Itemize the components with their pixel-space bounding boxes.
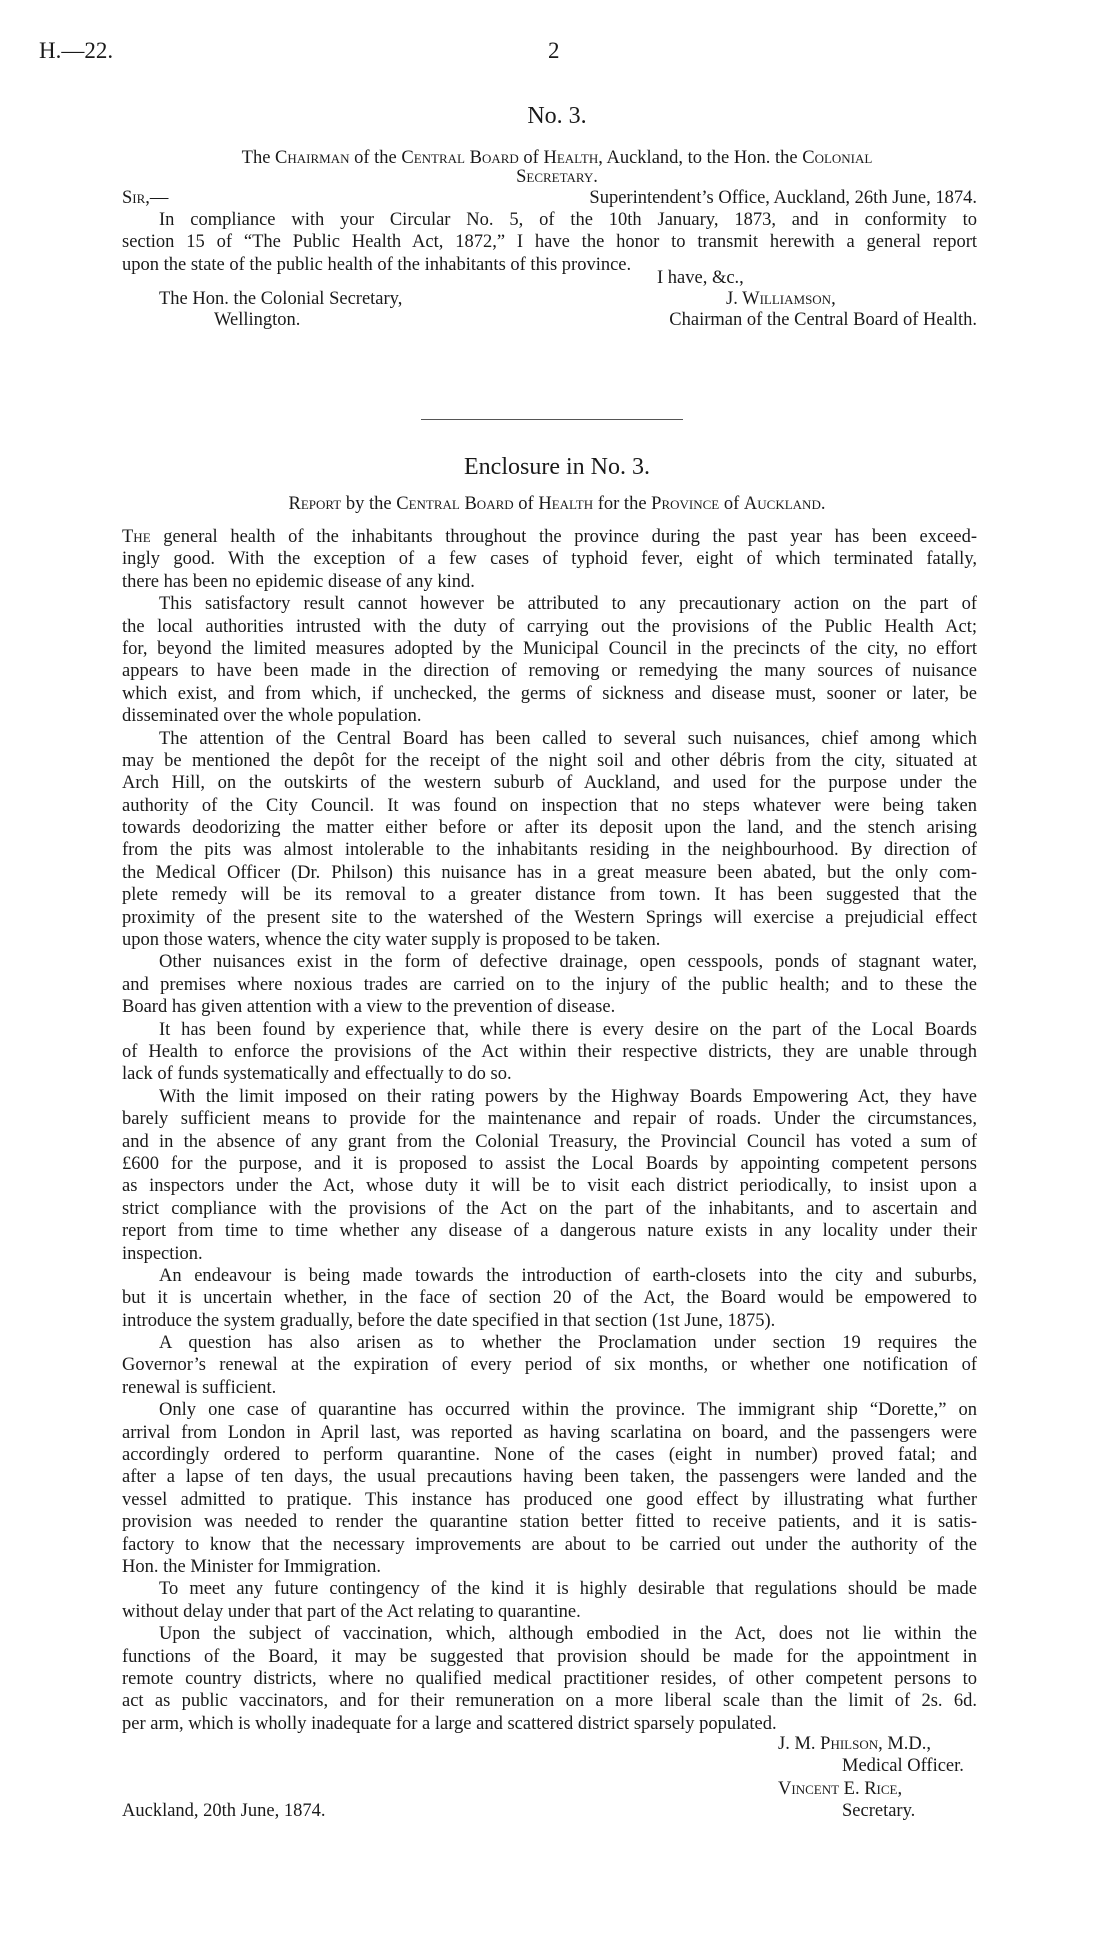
address-date: Superintendent’s Office, Auckland, 26th June, 1874. [589,188,977,208]
text-line: functions of the Board, it may be suggested that provision should be made for the appointment in [122,1646,977,1667]
text-line: towards deodorizing the matter either before or after its deposit upon the land, and the stench arising [122,818,977,839]
text-line: without delay under that part of the Act relating to quarantine. [122,1601,581,1622]
subtitle-text: Province [651,494,720,514]
salutation: Sir,— [122,188,169,208]
paragraph [122,1399,977,1578]
text-line: An endeavour is being made towards the introduction of earth-closets into the city and suburbs, [159,1265,977,1286]
recipient-line2: Wellington. [214,310,301,330]
subtitle-text: by the [341,494,397,514]
text-line: strict compliance with the provisions of the Act on the part of the inhabitants, and to ascertain and [122,1198,977,1219]
subtitle-text: Colonial [802,148,873,168]
text-line: In compliance with your Circular No. 5, of the 10th January, 1873, and in conformity to [159,210,977,230]
text-line: and in the absence of any grant from the Colonial Treasury, the Provincial Council has voted a sum of [122,1131,977,1152]
text-line: vessel admitted to pratique. This instance has produced one good effect by illustrating what further [122,1489,977,1510]
text-line: barely sufficient means to provide for the maintenance and repair of roads. Under the circumstances, [122,1109,977,1130]
subtitle-text: . [820,494,826,514]
subtitle-text: Report [288,494,342,514]
letter-subtitle [0,148,1114,169]
text-line: inspection. [122,1243,203,1264]
signature-2-name: Vincent E. Rice, [778,1779,903,1799]
text-line: £600 for the purpose, and it is proposed to assist the Local Boards by appointing competent persons [122,1153,977,1174]
text-line: Arch Hill, on the outskirts of the western suburb of Auckland, and used for the purpose under the [122,773,977,794]
place-date: Auckland, 20th June, 1874. [122,1801,326,1821]
paragraph [122,1623,977,1735]
subtitle-text: of [719,494,744,514]
text-line: per arm, which is wholly inadequate for a large and scattered district sparsely populated. [122,1713,777,1734]
text-line: arrival from London in April last, was reported as having scarlatina on board, and the passengers were [122,1422,977,1443]
letter-title: No. 3. [527,103,587,129]
signatory-title: Chairman of the Central Board of Health. [669,310,977,330]
subtitle-text: The [241,148,276,168]
subtitle-text: Central [401,148,465,168]
text-line: ingly good. With the exception of a few cases of typhoid fever, eight of which terminated fatally, [122,549,977,570]
subtitle-text: Health [543,148,599,168]
text-line: accordingly ordered to perform quarantine. None of the cases (eight in number) proved fatal; and [122,1445,977,1466]
signature-1-title: Medical Officer. [842,1756,964,1776]
paragraph [122,1332,977,1399]
text-line: may be mentioned the depôt for the receipt of the night soil and other débris from the city, situated at [122,750,977,771]
text-line: from the pits was almost intolerable to the inhabitants residing in the neighbourhood. By direction of [122,840,977,861]
subtitle-text: Board [469,148,519,168]
text-line: plete remedy will be its removal to a greater distance from town. It has been suggested that the [122,885,977,906]
paragraph [122,1019,977,1086]
text-line: upon the state of the public health of the inhabitants of this province. [122,254,632,275]
text-line: report from time to time whether any disease of a dangerous nature exists in any locality under their [122,1221,977,1242]
text-line: disseminated over the whole population. [122,706,422,727]
text-line: which exist, and from which, if unchecked, the germs of sickness and disease must, sooner or later, be [122,683,977,704]
text-line: act as public vaccinators, and for their remuneration on a more liberal scale than the limit of 2s. 6d. [122,1691,977,1712]
text-line: Other nuisances exist in the form of defective drainage, open cesspools, ponds of stagnant water, [159,952,977,973]
paragraph [122,1578,977,1623]
recipient-line1: The Hon. the Colonial Secretary, [159,289,403,309]
signature-1-name: J. M. Philson, M.D., [778,1734,932,1754]
text-line: To meet any future contingency of the kind it is highly desirable that regulations should be made [159,1579,977,1600]
text-line: remote country districts, where no qualified medical practitioner resides, of other competent persons to [122,1668,977,1689]
text-line: Only one case of quarantine has occurred within the province. The immigrant ship “Dorette,” on [159,1400,977,1421]
subtitle-text: of [513,494,539,514]
text-line: The attention of the Central Board has been called to several such nuisances, chief among which [159,728,977,749]
text-line: Governor’s renewal at the expiration of every period of six months, or whether one notification of [122,1355,977,1376]
subtitle-text: Central [396,494,460,514]
text-line: but it is uncertain whether, in the face of section 20 of the Act, the Board would be empowered to [122,1288,977,1309]
paragraph [122,1265,977,1332]
section-divider [421,419,683,420]
text-line: renewal is sufficient. [122,1377,277,1398]
subtitle-text: Board [464,494,514,514]
page-number: 2 [548,38,560,63]
text-line: introduce the system gradually, before the date specified in that section (1st June, 1875). [122,1310,776,1331]
subtitle-text: for the [593,494,652,514]
lead-word: The [122,527,151,547]
text-line: and premises where noxious trades are carried on to the injury of the public health; and to these the [122,974,977,995]
text-line: authority of the City Council. It was found on inspection that no steps whatever were being taken [122,795,977,816]
subtitle-text: Chairman [275,148,350,168]
text-line: as inspectors under the Act, whose duty it will be to visit each district periodically, to insist upon a [122,1176,977,1197]
report-body [122,526,977,1735]
text-line: A question has also arisen as to whether the Proclamation under section 19 requires the [159,1333,977,1354]
subtitle-text: Auckland [743,494,821,514]
paragraph [122,1086,977,1265]
text-line: lack of funds systematically and effectually to do so. [122,1064,512,1085]
paragraph [122,951,977,1018]
text-line: factory to know that the necessary improvements are about to be carried out under the authority of the [122,1534,977,1555]
line-text: general health of the inhabitants throughout the province during the past year has been exceed- [150,527,977,547]
subtitle-text: of [518,148,544,168]
text-line: appears to have been made in the direction of removing or remedying the many sources of nuisance [122,661,977,682]
text-line [122,526,977,548]
subtitle-text: of the [349,148,402,168]
text-line: section 15 of “The Public Health Act, 1872,” I have the honor to transmit herewith a general report [122,232,977,253]
letter-body [122,209,977,276]
text-line: for, beyond the limited measures adopted by the Municipal Council in the precincts of the city, no effort [122,638,977,659]
text-line: Hon. the Minister for Immigration. [122,1556,381,1577]
text-line: provision was needed to render the quarantine station better fitted to receive patients, and it is satis- [122,1512,977,1533]
text-line: Board has given attention with a view to the prevention of disease. [122,997,616,1018]
text-line: Upon the subject of vaccination, which, although embodied in the Act, does not lie within the [159,1624,977,1645]
text-line: after a lapse of ten days, the usual precautions having been taken, the passengers were landed and the [122,1467,977,1488]
paragraph [122,593,977,727]
text-line: proximity of the present site to the watershed of the Western Springs will exercise a prejudicial effect [122,907,977,928]
text-line: upon those waters, whence the city water supply is proposed to be taken. [122,930,661,951]
enclosure-title: Enclosure in No. 3. [464,454,650,480]
text-line: This satisfactory result cannot however be attributed to any precautionary action on the part of [159,594,977,615]
subtitle-text: Health [538,494,594,514]
letter-subtitle-line2: Secretary. [516,167,598,187]
text-line: the Medical Officer (Dr. Philson) this nuisance has in a great measure been abated, but the only com- [122,862,977,883]
enclosure-subtitle [0,494,1114,515]
signature-2-title: Secretary. [842,1801,916,1821]
text-line: of Health to enforce the provisions of the Act within their respective districts, they are unable through [122,1041,977,1062]
paragraph [122,728,977,952]
text-line: It has been found by experience that, while there is every desire on the part of the Local Boards [159,1019,977,1040]
closing: I have, &c., [657,268,744,288]
signatory-name: J. Williamson, [726,289,836,309]
document-reference: H.—22. [39,38,114,63]
text-line: the local authorities intrusted with the duty of carrying out the provisions of the Public Health Act; [122,616,977,637]
text-line: With the limit imposed on their rating powers by the Highway Boards Empowering Act, they have [159,1086,977,1107]
text-line: there has been no epidemic disease of any kind. [122,571,475,592]
paragraph [122,526,977,593]
subtitle-text: , Auckland, to the Hon. the [598,148,803,168]
